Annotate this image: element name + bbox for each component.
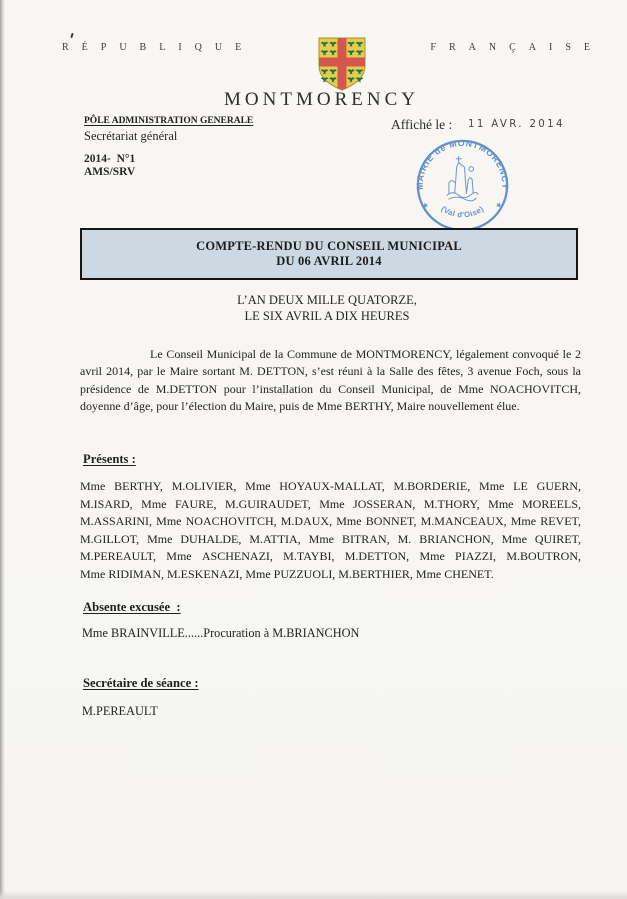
stamp-star-right-icon: ★ (493, 199, 504, 211)
scan-edge-bottom (0, 890, 627, 899)
svg-text:(Val d'Oise) (440, 204, 486, 219)
republique-left-text: RÉPUBLIQUE (62, 42, 255, 53)
montmorency-coat-of-arms-icon (316, 36, 368, 92)
session-date-line-1: L’AN DEUX MILLE QUATORZE, (237, 293, 417, 307)
posted-on-label: Affiché le : (391, 117, 453, 132)
secretary-name: M.PEREAULT (82, 704, 158, 718)
reference-number: 2014- N°1 (84, 153, 136, 165)
stamp-center-emblem (447, 156, 478, 200)
reference-code: AMS/SRV (84, 166, 136, 178)
posted-date-stamp: 11 AVR. 2014 (468, 117, 565, 130)
session-date-lines (80, 292, 574, 324)
republique-right-text: FRANÇAISE (430, 42, 603, 53)
presents-list: Mme BERTHY, M.OLIVIER, Mme HOYAUX-MALLAT, M.BORDERIE, Mme LE GUERN, M.ISARD, Mme FAURE, M.GUIRAUDET, Mme JOSSERAN, M.THORY, Mme MOREELS, M.ASSARINI, Mme NOACHOVITCH, M.DAUX, Mme BONNET, M.MANCEAUX, Mme REVET, M.GILLOT, Mme DUHALDE, M.ATTIA, Mme BITRAN, M. BRIANCHON, Mme QUIRET, M.PEREAULT, Mme ASCHENAZI, M.TAYBI, M.DETTON, Mme PIAZZI, M.BOUTRON, Mme RIDIMAN, M.ESKENAZI, Mme PUZZUOLI, M.BERTHIER, Mme CHENET. (80, 479, 581, 581)
title-line-2: DU 06 AVRIL 2014 (276, 254, 382, 268)
absent-text: Mme BRAINVILLE......Procuration à M.BRIANCHON (82, 626, 360, 640)
svg-text:MAIRIE de MONTMORENCY (415, 138, 511, 190)
absent-heading: Absente excusée : (83, 600, 181, 614)
secretary-heading: Secrétaire de séance : (83, 676, 199, 690)
session-date-line-2: LE SIX AVRIL A DIX HEURES (244, 309, 410, 323)
secretariat-line: Secrétariat général (84, 129, 178, 143)
pole-heading: PÔLE ADMINISTRATION GENERALE (84, 116, 254, 126)
scan-edge-left (0, 0, 5, 899)
presents-heading: Présents : (83, 452, 136, 466)
title-box (80, 228, 578, 280)
stamp-bottom-text: (Val d'Oise) (439, 204, 486, 220)
department-block (84, 116, 253, 178)
republique-banner (62, 36, 603, 92)
city-title: MONTMORENCY (224, 89, 419, 110)
stamp-top-text: MAIRIE de MONTMORENCY (414, 137, 511, 190)
intro-paragraph: Le Conseil Municipal de la Commune de MONTMORENCY, légalement convoqué le 2 avril 2014, par le Maire sortant M. DETTON, s’est réuni à la Salle des fêtes, 3 avenue Foch, sous la présidence de M.DETTON pour l’installation du Conseil Municipal, de Mme NOACHOVITCH, doyenne d’âge, pour l’élection du Maire, puis de Mme BERTHY, Maire nouvellement élue. (80, 347, 581, 414)
stamp-star-left-icon: ★ (420, 199, 431, 211)
title-line-1: COMPTE-RENDU DU CONSEIL MUNICIPAL (196, 239, 462, 253)
mairie-round-stamp-icon (413, 137, 512, 234)
